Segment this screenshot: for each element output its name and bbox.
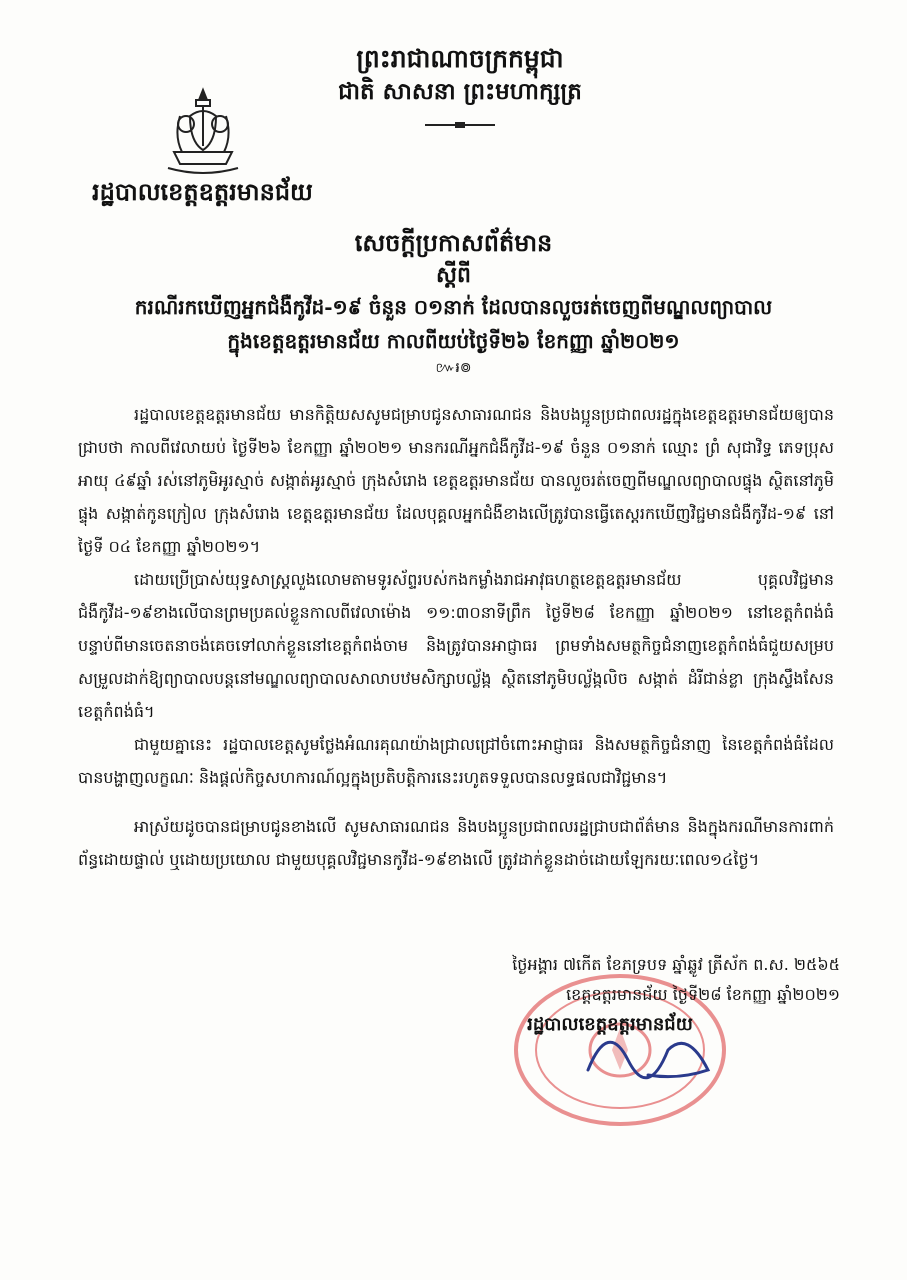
national-motto: ជាតិ សាសនា ព្រះមហាក្សត្រ [338,78,582,105]
issuing-authority: រដ្ឋបាលខេត្តឧត្តរមានជ័យ [92,177,313,206]
paragraph-4: អាស្រ័យដូចបានជម្រាបជូនខាងលើ សូមសាធារណជន និងបងប្អូនប្រជាពលរដ្ឋជ្រាបជាព័ត៌មាន និងក្នុងករណីមានការពាក់ព័ន្ធដោយផ្ទាល់ ឬដោយប្រយោល ជាមួយបុគ្គលវិជ្ជមានកូវីដ-១៩ខាងលើ ត្រូវដាក់ខ្លួនដាច់ដោយឡែករយៈពេល១៤ថ្ងៃ។ [78,817,834,869]
announcement-title-block [60,226,847,378]
announcement-body [78,398,834,876]
kingdom-header [300,42,620,128]
title-separator: ៚៛៙ [435,360,472,376]
paragraph-1: រដ្ឋបាលខេត្តឧត្តរមានជ័យ មានកិត្តិយសសូមជម្រាបជូនសាធារណជន និងបងប្អូនប្រជាពលរដ្ឋក្នុងខេត្តឧត្តរមានជ័យឲ្យបានជ្រាបថា កាលពីវេលាយប់ ថ្ងៃទី២៦ ខែកញ្ញា ឆ្នាំ២០២១ មានករណីអ្នកជំងឺកូវីដ-១៩ ចំនួន ០១នាក់ ឈ្មោះ ព្រំ សុជាវិទ្ធ ភេទប្រុស អាយុ ៤៩ឆ្នាំ រស់នៅភូមិអូរស្មាច់ សង្កាត់អូរស្មាច់ ក្រុងសំរោង ខេត្តឧត្តរមានជ័យ បានលួចរត់ចេញពីមណ្ឌលព្យាបាលផ្ទុង ស្ថិតនៅភូមិផ្ទុង សង្កាត់កូនក្រៀល ក្រុងសំរោង ខេត្តឧត្តរមានជ័យ ដែលបុគ្គលអ្នកជំងឺខាងលើត្រូវបានធ្វើតេស្តរកឃើញវិជ្ជមានជំងឺកូវីដ-១៩ នៅថ្ងៃទី ០៤ ខែកញ្ញា ឆ្នាំ២០២១។ [78,405,835,556]
announcement-subject-line-2: ក្នុងខេត្តឧត្តរមានជ័យ កាលពីយប់ថ្ងៃទី២៦ ខែកញ្ញា ឆ្នាំ២០២១ [227,329,680,353]
signatory-authority: រដ្ឋបាលខេត្តឧត្តរមានជ័យ [527,1014,693,1035]
paragraph-3: ជាមួយគ្នានេះ រដ្ឋបាលខេត្តសូមថ្លែងអំណរគុណយ៉ាងជ្រាលជ្រៅចំពោះអាជ្ញាធរ និងសមត្ថកិច្ចជំនាញ នៃខេត្តកំពង់ធំដែលបានបង្ហាញលក្ខណៈ និងផ្តល់កិច្ចសហការណ៍ល្អក្នុងប្រតិបត្តិការនេះរហូតទទួលបានលទ្ធផលជាវិជ្ជមាន។ [78,735,834,787]
lunar-date: ថ្ងៃអង្គារ ៧កេីត ខែភទ្របទ ឆ្នាំឆ្លូវ ត្រីស័ក ព.ស. ២៥៦៥ [512,955,840,974]
ornament-divider [425,122,495,128]
kingdom-title: ព្រះរាជាណាចក្រកម្ពុជា [356,44,564,73]
handwritten-signature-icon [578,1010,728,1100]
announcement-subject-label: ស្តីពី [436,262,471,288]
announcement-subject-line-1: ករណីរកឃើញអ្នកជំងឺកូវីដ-១៩ ចំនួន ០១នាក់ ដែលបានលួចរត់ចេញពីមណ្ឌលព្យាបាល [134,295,773,319]
solar-date: ខេត្តឧត្តរមានជ័យ ថ្ងៃទី២៨ ខែកញ្ញា ឆ្នាំ២០២១ [566,985,840,1004]
paragraph-2: ដោយប្រើប្រាស់យុទ្ធសាស្ត្រលួងលោមតាមទូរស័ព្ទរបស់កងកម្លាំងរាជអាវុធហត្ថខេត្តឧត្តរមានជ័យ បុគ្គលវិជ្ជមានជំងឺកូវីដ-១៩ខាងលើបានព្រមប្រគល់ខ្លួនកាលពីវេលាម៉ោង ១១:៣០នាទីព្រឹក ថ្ងៃទី២៨ ខែកញ្ញា ឆ្នាំ២០២១ នៅខេត្តកំពង់ធំ បន្ទាប់ពីមានចេតនាចង់គេចទៅលាក់ខ្លួននៅខេត្តកំពង់ចាម និងត្រូវបានអាជ្ញាធរ ព្រមទាំងសមត្ថកិច្ចជំនាញខេត្តកំពង់ធំជួយសម្របសម្រួលដាក់ឱ្យព្យាបាលបន្តនៅមណ្ឌលព្យាបាលសាលាបឋមសិក្សាបល្ល័ង្ក ស្ថិតនៅភូមិបល្ល័ង្កលិច សង្កាត់ ដំរីជាន់ខ្លា ក្រុងស្ទឹងសែន ខេត្តកំពង់ធំ។ [78,570,834,721]
royal-emblem-icon [160,86,246,178]
announcement-title: សេចក្តីប្រកាសព័ត៌មាន [354,228,553,257]
